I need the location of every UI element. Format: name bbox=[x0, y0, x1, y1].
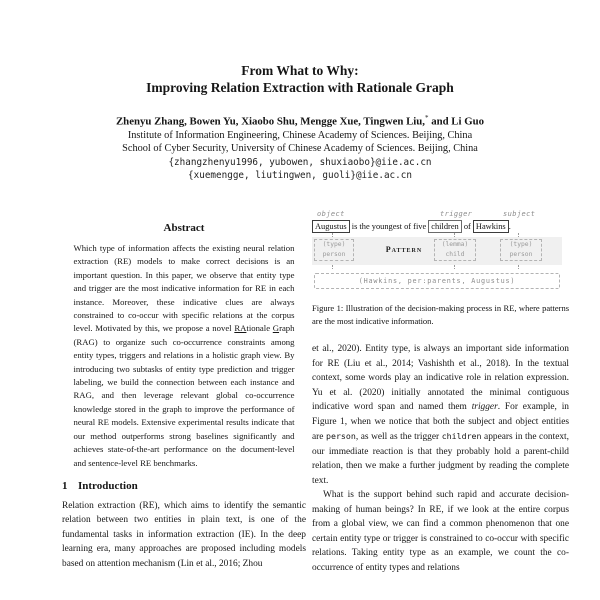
paper-header bbox=[0, 62, 600, 182]
section-number: 1 bbox=[62, 479, 68, 492]
trigger-box: children bbox=[428, 220, 461, 233]
connector-row-bottom bbox=[312, 265, 569, 269]
email-line-2: {xuemengge, liutingwen, guoli}@iie.ac.cn bbox=[188, 169, 412, 181]
lemma-box-value: child bbox=[445, 251, 465, 258]
authors-line bbox=[0, 111, 600, 129]
figure-1 bbox=[312, 210, 569, 328]
affiliation-2: School of Cyber Security, University of Chinese Academy of Sciences. Beijing, China bbox=[122, 143, 478, 155]
type-box-object bbox=[314, 239, 354, 261]
authors-main: Zhenyu Zhang, Bowen Yu, Xiaobo Shu, Mengge Xue, Tingwen Liu, bbox=[115, 115, 425, 128]
title-line-2: Improving Relation Extraction with Rationale Graph bbox=[146, 80, 454, 95]
type-box-subject-value: person bbox=[509, 251, 533, 258]
email-line-1: {zhangzhenyu1996, yubowen, shuxiaobo}@iie.ac.cn bbox=[168, 156, 432, 168]
left-column bbox=[62, 222, 306, 571]
lemma-box-trigger bbox=[434, 239, 476, 261]
trigger-label: trigger bbox=[440, 210, 473, 218]
figure-caption: Figure 1: Illustration of the decision-making process in RE, where patterns are the most indicative information. bbox=[312, 303, 569, 326]
entity-box-subject: Hawkins bbox=[473, 220, 509, 233]
introduction-paragraph: Relation extraction (RE), which aims to identify the semantic relation between two entities in plain text, is one of the fundamental tasks in information extraction (IE). In the deep learning era, many approaches are proposed including models based on attention mechanism (Lin et al., 2016; Zhou bbox=[62, 500, 306, 569]
abstract-heading: Abstract bbox=[163, 222, 205, 234]
section-title: Introduction bbox=[78, 479, 138, 492]
right-paragraph-2: What is the support behind such rapid and accurate decision-making of human beings? In RE, if we look at the entire corpus from a global view, we can find a common phenomenon that one certain entity type or trigger is constrained to co-occur with specific relations. Taking entity type as an example, we count the co-occurrence of entity types and relations bbox=[312, 490, 569, 573]
abstract-body: Which type of information affects the existing neural relation extraction (RE) models to make correct decisions is an important question. In this paper, we observe that entity type and trigger are the most indicative information for RE in each instance. Moreover, these indicative clues are always constrained to co-occur with specific relations at the corpus level. Motivated by this, we propose a novel RAtionale Graph (RAG) to organize such co-occurrence constraints among entity types, triggers and relations in a holistic graph view. By introducing two subtasks of entity type prediction and trigger labeling, we build the connection between each instance and RAG, and then leverage relevant global co-occurrence knowledge stored in the graph to improve the performance of neural RE models. Extensive experimental results indicate that our method outperforms strong baselines significantly and achieves state-of-the-art performance on the document-level and sentence-level RE benchmarks. bbox=[73, 243, 295, 468]
sentence-period: . bbox=[508, 222, 511, 231]
title-line-1: From What to Why: bbox=[241, 63, 359, 78]
footnote-asterisk: * bbox=[425, 114, 429, 122]
object-label: object bbox=[317, 210, 345, 218]
subject-label: subject bbox=[503, 210, 536, 218]
section-heading-introduction bbox=[62, 480, 306, 493]
entity-box-object: Augustus bbox=[312, 220, 350, 233]
page-title bbox=[0, 62, 600, 96]
connector-line bbox=[454, 265, 455, 269]
affiliation-1: Institute of Information Engineering, Chinese Academy of Sciences. Beijing, China bbox=[127, 129, 473, 141]
type-box-object-kind: (type) bbox=[322, 241, 346, 248]
right-paragraph-1: et al., 2020). Entity type, is always an important side information for RE (Liu et al., 2014; Vashishth et al., 2018). In the textual context, some words play an indicative role in relation expression. Yu et al. (2020) initially annotated the minimal contiguous indicative word span and named them trigger. For example, in Figure 1, when we notice that both the subject and object entities are person, as well as the trigger children appears in the context, our immediate reaction is that they probably hold a parent-child relation, then we make a further judgment by reading the complete text. bbox=[312, 344, 569, 486]
sentence-text-2: of bbox=[463, 222, 471, 231]
sentence-text-1: is the youngest of five bbox=[351, 222, 427, 231]
relation-triple-box: (Hawkins, per:parents, Augustus) bbox=[314, 273, 560, 289]
type-box-subject bbox=[500, 239, 542, 261]
pattern-label: Pattern bbox=[385, 245, 423, 254]
figure-role-labels bbox=[312, 210, 569, 219]
lemma-box-kind: (lemma) bbox=[441, 241, 469, 248]
type-box-object-value: person bbox=[322, 251, 346, 258]
connector-line bbox=[518, 265, 519, 269]
connector-line bbox=[332, 265, 333, 269]
right-column bbox=[312, 210, 569, 575]
authors-rest: and Li Guo bbox=[428, 115, 485, 128]
figure-sentence bbox=[312, 220, 569, 233]
pattern-strip bbox=[312, 237, 562, 265]
type-box-subject-kind: (type) bbox=[509, 241, 533, 248]
